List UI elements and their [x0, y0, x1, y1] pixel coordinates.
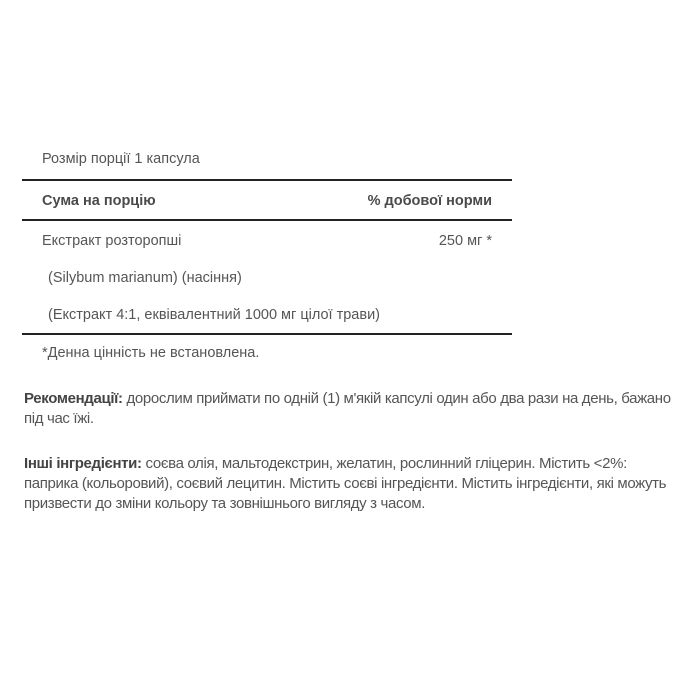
divider-header [22, 219, 512, 221]
serving-size: Розмір порції 1 капсула [42, 151, 200, 167]
ingredient-source: (Silybum marianum) (насіння) [48, 270, 242, 286]
daily-value-header: % добової норми [367, 193, 492, 209]
daily-value-footnote: *Денна цінність не встановлена. [42, 345, 260, 361]
divider-top [22, 179, 512, 181]
amount-per-serving-header: Сума на порцію [42, 193, 156, 209]
other-ingredients-paragraph [24, 454, 684, 514]
recommendations-paragraph [24, 389, 684, 429]
ingredient-amount: 250 мг * [438, 233, 492, 249]
other-ingredients-text: соєва олія, мальтодекстрин, желатин, рослинний гліцерин. Містить <2%: паприка (кольоровий), соєвий лецитин. Містить соєві інгредієнти. Містить інгредієнти, які можуть призвести до зміни кольору та зовнішнього вигляду з часом. [24, 455, 667, 512]
recommendations-label: Рекомендації: [24, 390, 123, 407]
divider-bottom [22, 333, 512, 335]
recommendations-text: дорослим приймати по одній (1) м'якій капсулі один або два рази на день, бажано під час їжі. [24, 390, 671, 427]
ingredient-name: Екстракт розторопші [42, 233, 182, 249]
other-ingredients-label: Інші інгредієнти: [24, 455, 142, 472]
ingredient-extract-ratio: (Екстракт 4:1, еквівалентний 1000 мг цілої трави) [48, 307, 381, 323]
